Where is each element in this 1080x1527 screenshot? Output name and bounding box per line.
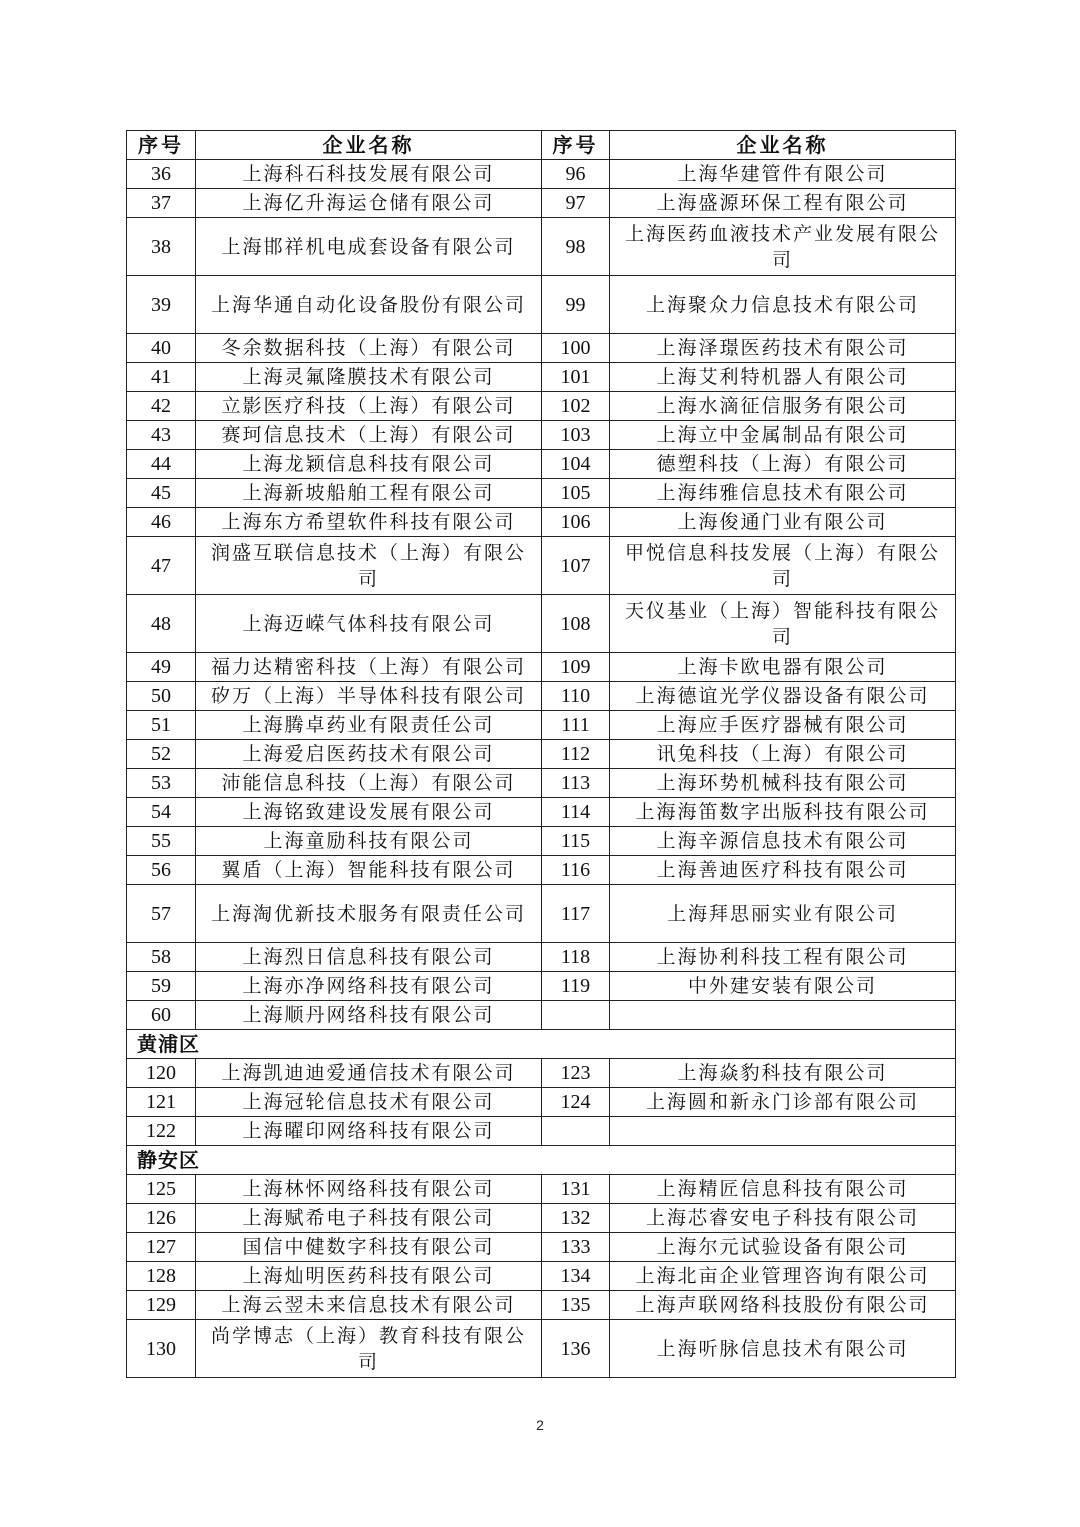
seq-cell-right: 107 (542, 537, 610, 595)
seq-cell-right: 124 (542, 1088, 610, 1117)
name-cell-right: 上海辛源信息技术有限公司 (610, 827, 956, 856)
name-cell-right: 上海北亩企业管理咨询有限公司 (610, 1262, 956, 1291)
seq-cell-left: 37 (127, 189, 196, 218)
name-cell-right: 天仪基业（上海）智能科技有限公司 (610, 595, 956, 653)
seq-cell-right: 119 (542, 972, 610, 1001)
section-header-row (127, 1146, 956, 1175)
section-title: 黄浦区 (127, 1030, 956, 1059)
seq-cell-left: 40 (127, 334, 196, 363)
name-cell-right: 上海立中金属制品有限公司 (610, 421, 956, 450)
name-cell-right: 上海泽璟医药技术有限公司 (610, 334, 956, 363)
table-row (127, 160, 956, 189)
seq-cell-right: 110 (542, 682, 610, 711)
seq-cell-right: 112 (542, 740, 610, 769)
name-cell-left: 上海东方希望软件科技有限公司 (196, 508, 542, 537)
table-row (127, 1262, 956, 1291)
seq-cell-right: 117 (542, 885, 610, 943)
name-cell-left: 上海迈嵘气体科技有限公司 (196, 595, 542, 653)
seq-cell-right: 98 (542, 218, 610, 276)
name-cell-left: 上海曜印网络科技有限公司 (196, 1117, 542, 1146)
header-name-right: 企业名称 (610, 131, 956, 160)
name-cell-left: 上海亦净网络科技有限公司 (196, 972, 542, 1001)
name-cell-left: 冬余数据科技（上海）有限公司 (196, 334, 542, 363)
name-cell-right (610, 1117, 956, 1146)
table-row (127, 856, 956, 885)
seq-cell-right: 100 (542, 334, 610, 363)
name-cell-left: 上海灿明医药科技有限公司 (196, 1262, 542, 1291)
name-cell-left: 上海邯祥机电成套设备有限公司 (196, 218, 542, 276)
name-cell-right: 上海卡欧电器有限公司 (610, 653, 956, 682)
seq-cell-left: 130 (127, 1320, 196, 1378)
name-cell-right: 上海艾利特机器人有限公司 (610, 363, 956, 392)
name-cell-left: 沛能信息科技（上海）有限公司 (196, 769, 542, 798)
name-cell-left: 上海腾卓药业有限责任公司 (196, 711, 542, 740)
name-cell-left: 矽万（上海）半导体科技有限公司 (196, 682, 542, 711)
name-cell-right: 上海听脉信息技术有限公司 (610, 1320, 956, 1378)
name-cell-left: 上海新坡船舶工程有限公司 (196, 479, 542, 508)
seq-cell-left: 126 (127, 1204, 196, 1233)
name-cell-right: 上海焱豹科技有限公司 (610, 1059, 956, 1088)
seq-cell-right: 136 (542, 1320, 610, 1378)
seq-cell-left: 49 (127, 653, 196, 682)
name-cell-right: 上海声联网络科技股份有限公司 (610, 1291, 956, 1320)
seq-cell-right: 102 (542, 392, 610, 421)
name-cell-right: 甲悦信息科技发展（上海）有限公司 (610, 537, 956, 595)
table-row (127, 1117, 956, 1146)
seq-cell-right: 111 (542, 711, 610, 740)
seq-cell-left: 57 (127, 885, 196, 943)
seq-cell-right: 132 (542, 1204, 610, 1233)
seq-cell-left: 60 (127, 1001, 196, 1030)
name-cell-left: 上海烈日信息科技有限公司 (196, 943, 542, 972)
table-row (127, 189, 956, 218)
name-cell-right: 上海善迪医疗科技有限公司 (610, 856, 956, 885)
page-number: 2 (536, 1417, 544, 1433)
seq-cell-left: 127 (127, 1233, 196, 1262)
name-cell-right: 上海圆和新永门诊部有限公司 (610, 1088, 956, 1117)
name-cell-left: 上海赋希电子科技有限公司 (196, 1204, 542, 1233)
name-cell-left: 上海云翌未来信息技术有限公司 (196, 1291, 542, 1320)
name-cell-right (610, 1001, 956, 1030)
seq-cell-left: 45 (127, 479, 196, 508)
table-row (127, 218, 956, 276)
seq-cell-left: 59 (127, 972, 196, 1001)
seq-cell-right: 96 (542, 160, 610, 189)
seq-cell-left: 43 (127, 421, 196, 450)
seq-cell-left: 42 (127, 392, 196, 421)
seq-cell-left: 44 (127, 450, 196, 479)
seq-cell-left: 122 (127, 1117, 196, 1146)
name-cell-right: 上海聚众力信息技术有限公司 (610, 276, 956, 334)
seq-cell-right: 97 (542, 189, 610, 218)
table-row (127, 885, 956, 943)
name-cell-right: 讯兔科技（上海）有限公司 (610, 740, 956, 769)
name-cell-left: 上海亿升海运仓储有限公司 (196, 189, 542, 218)
table-row (127, 276, 956, 334)
seq-cell-right: 116 (542, 856, 610, 885)
seq-cell-right: 108 (542, 595, 610, 653)
section-header-row (127, 1030, 956, 1059)
name-cell-left: 上海科石科技发展有限公司 (196, 160, 542, 189)
name-cell-left: 福力达精密科技（上海）有限公司 (196, 653, 542, 682)
seq-cell-right: 103 (542, 421, 610, 450)
name-cell-left: 润盛互联信息技术（上海）有限公司 (196, 537, 542, 595)
name-cell-right: 德塑科技（上海）有限公司 (610, 450, 956, 479)
seq-cell-left: 128 (127, 1262, 196, 1291)
table-row (127, 595, 956, 653)
seq-cell-right: 106 (542, 508, 610, 537)
table-row (127, 1175, 956, 1204)
enterprise-table (126, 130, 956, 1378)
seq-cell-right: 114 (542, 798, 610, 827)
name-cell-right: 上海海笛数字出版科技有限公司 (610, 798, 956, 827)
name-cell-left: 上海凯迪迪爱通信技术有限公司 (196, 1059, 542, 1088)
name-cell-left: 上海铭致建设发展有限公司 (196, 798, 542, 827)
table-row (127, 1291, 956, 1320)
seq-cell-left: 48 (127, 595, 196, 653)
table-row (127, 537, 956, 595)
seq-cell-right: 133 (542, 1233, 610, 1262)
seq-cell-left: 46 (127, 508, 196, 537)
table-row (127, 943, 956, 972)
seq-cell-left: 39 (127, 276, 196, 334)
name-cell-left: 上海龙颖信息科技有限公司 (196, 450, 542, 479)
seq-cell-left: 120 (127, 1059, 196, 1088)
header-name-left: 企业名称 (196, 131, 542, 160)
name-cell-right: 上海俊通门业有限公司 (610, 508, 956, 537)
name-cell-right: 上海德谊光学仪器设备有限公司 (610, 682, 956, 711)
seq-cell-left: 47 (127, 537, 196, 595)
name-cell-left: 赛珂信息技术（上海）有限公司 (196, 421, 542, 450)
name-cell-left: 上海顺丹网络科技有限公司 (196, 1001, 542, 1030)
table-row (127, 653, 956, 682)
name-cell-left: 上海淘优新技术服务有限责任公司 (196, 885, 542, 943)
seq-cell-right (542, 1117, 610, 1146)
table-row (127, 682, 956, 711)
seq-cell-right: 134 (542, 1262, 610, 1291)
header-seq-right: 序号 (542, 131, 610, 160)
name-cell-left: 上海冠轮信息技术有限公司 (196, 1088, 542, 1117)
seq-cell-right: 99 (542, 276, 610, 334)
header-seq-left: 序号 (127, 131, 196, 160)
seq-cell-right: 105 (542, 479, 610, 508)
seq-cell-right: 104 (542, 450, 610, 479)
table-row (127, 827, 956, 856)
table-row (127, 711, 956, 740)
table-row (127, 334, 956, 363)
table-row (127, 1059, 956, 1088)
table-row (127, 508, 956, 537)
seq-cell-right: 135 (542, 1291, 610, 1320)
table-row (127, 798, 956, 827)
seq-cell-left: 121 (127, 1088, 196, 1117)
seq-cell-left: 54 (127, 798, 196, 827)
seq-cell-right: 131 (542, 1175, 610, 1204)
seq-cell-right: 101 (542, 363, 610, 392)
table-row (127, 479, 956, 508)
name-cell-left: 尚学博志（上海）教育科技有限公司 (196, 1320, 542, 1378)
name-cell-right: 上海芯睿安电子科技有限公司 (610, 1204, 956, 1233)
name-cell-left: 上海林怀网络科技有限公司 (196, 1175, 542, 1204)
seq-cell-right (542, 1001, 610, 1030)
name-cell-right: 上海拜思丽实业有限公司 (610, 885, 956, 943)
seq-cell-left: 38 (127, 218, 196, 276)
table-row (127, 363, 956, 392)
name-cell-right: 上海华建管件有限公司 (610, 160, 956, 189)
seq-cell-left: 58 (127, 943, 196, 972)
name-cell-right: 上海协利科技工程有限公司 (610, 943, 956, 972)
name-cell-right: 中外建安装有限公司 (610, 972, 956, 1001)
name-cell-left: 翼盾（上海）智能科技有限公司 (196, 856, 542, 885)
table-row (127, 1088, 956, 1117)
name-cell-left: 国信中健数字科技有限公司 (196, 1233, 542, 1262)
name-cell-right: 上海精匠信息科技有限公司 (610, 1175, 956, 1204)
name-cell-left: 上海灵氟隆膜技术有限公司 (196, 363, 542, 392)
name-cell-right: 上海盛源环保工程有限公司 (610, 189, 956, 218)
table-row (127, 972, 956, 1001)
seq-cell-left: 36 (127, 160, 196, 189)
seq-cell-left: 125 (127, 1175, 196, 1204)
name-cell-left: 上海爱启医药技术有限公司 (196, 740, 542, 769)
name-cell-right: 上海水滴征信服务有限公司 (610, 392, 956, 421)
seq-cell-left: 56 (127, 856, 196, 885)
table-row (127, 1001, 956, 1030)
seq-cell-left: 51 (127, 711, 196, 740)
name-cell-right: 上海环势机械科技有限公司 (610, 769, 956, 798)
seq-cell-right: 118 (542, 943, 610, 972)
seq-cell-left: 55 (127, 827, 196, 856)
table-row (127, 1320, 956, 1378)
table-row (127, 769, 956, 798)
table-row (127, 450, 956, 479)
table-row (127, 421, 956, 450)
name-cell-right: 上海应手医疗器械有限公司 (610, 711, 956, 740)
table-row (127, 392, 956, 421)
table-header-row (127, 131, 956, 160)
seq-cell-right: 113 (542, 769, 610, 798)
name-cell-left: 立影医疗科技（上海）有限公司 (196, 392, 542, 421)
seq-cell-right: 123 (542, 1059, 610, 1088)
name-cell-right: 上海纬雅信息技术有限公司 (610, 479, 956, 508)
seq-cell-right: 115 (542, 827, 610, 856)
seq-cell-left: 53 (127, 769, 196, 798)
name-cell-left: 上海童励科技有限公司 (196, 827, 542, 856)
name-cell-right: 上海尔元试验设备有限公司 (610, 1233, 956, 1262)
name-cell-right: 上海医药血液技术产业发展有限公司 (610, 218, 956, 276)
seq-cell-left: 129 (127, 1291, 196, 1320)
seq-cell-left: 52 (127, 740, 196, 769)
table-row (127, 1204, 956, 1233)
table-row (127, 1233, 956, 1262)
table-row (127, 740, 956, 769)
seq-cell-left: 41 (127, 363, 196, 392)
name-cell-left: 上海华通自动化设备股份有限公司 (196, 276, 542, 334)
seq-cell-left: 50 (127, 682, 196, 711)
seq-cell-right: 109 (542, 653, 610, 682)
section-title: 静安区 (127, 1146, 956, 1175)
